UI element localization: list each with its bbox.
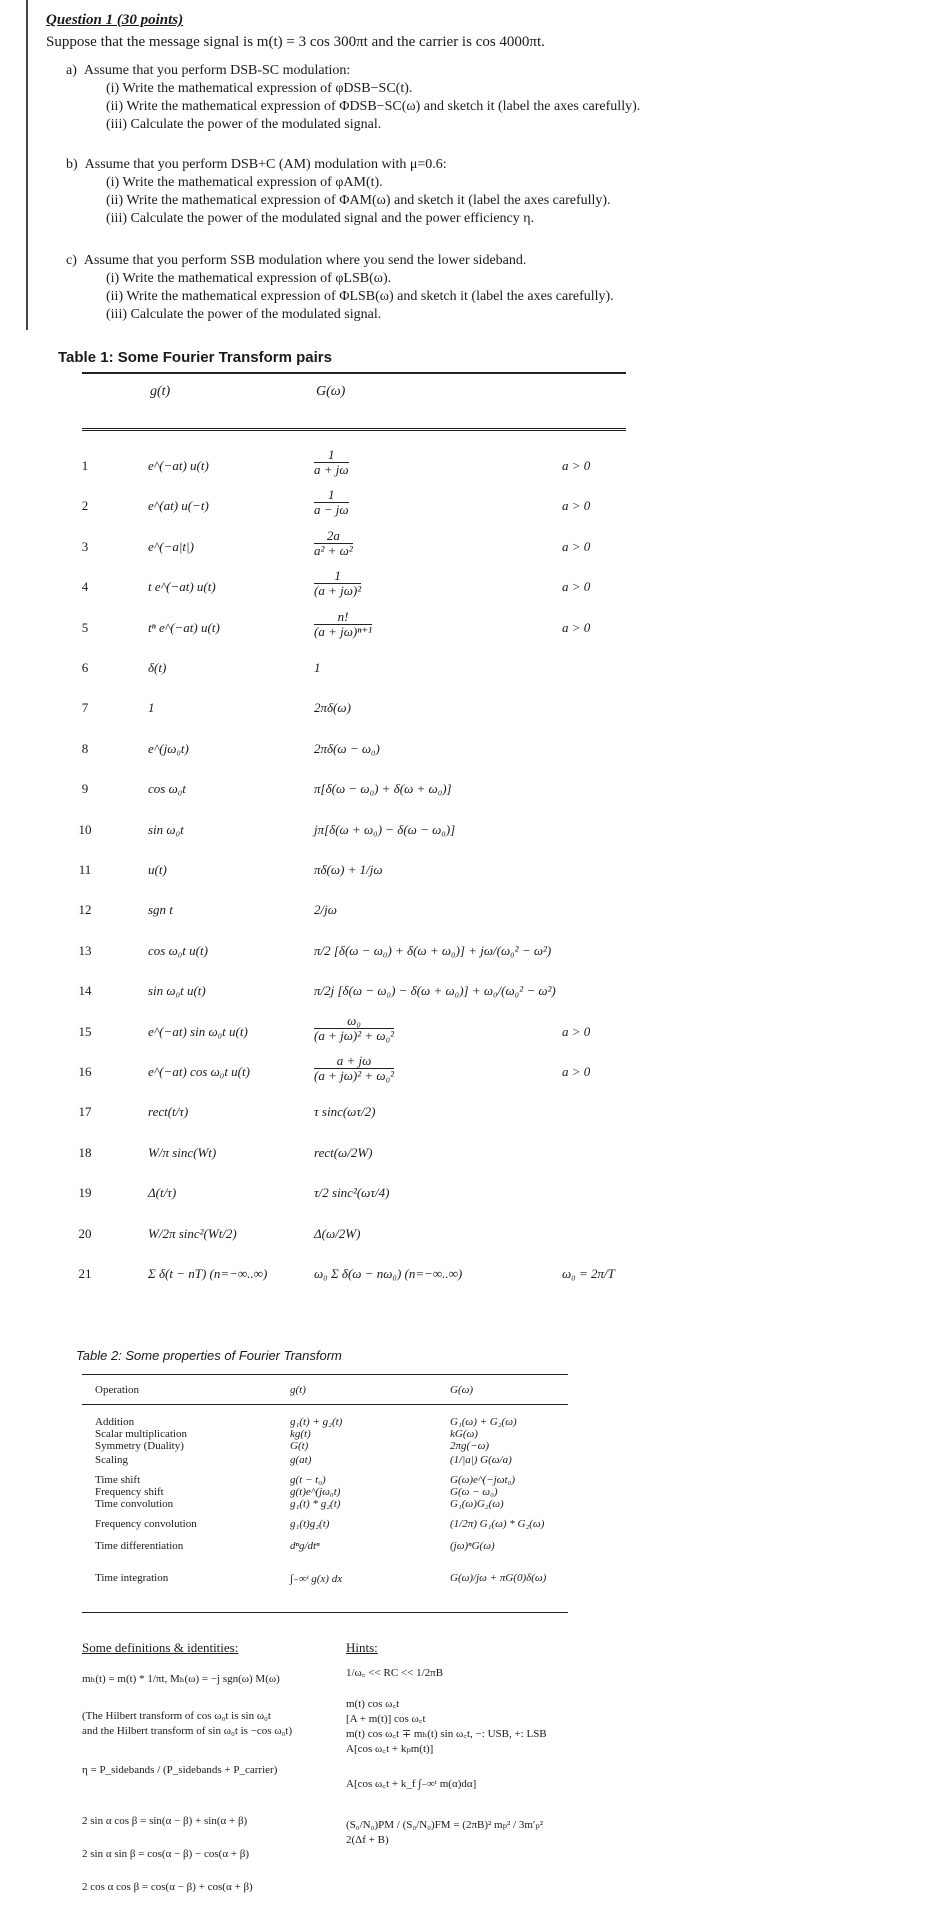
condition: a > 0 xyxy=(562,619,591,635)
table1-row xyxy=(0,1094,934,1134)
fraction xyxy=(314,448,349,477)
operation-name: Scalar multiplication xyxy=(95,1428,187,1440)
fraction-denominator: (a + jω)ⁿ⁺¹ xyxy=(314,623,373,639)
table2-header-rule xyxy=(82,1404,568,1405)
frequency-expression: (jω)ⁿG(ω) xyxy=(450,1540,495,1552)
question-title: Question 1 (30 points) xyxy=(46,12,184,28)
time-expression: g₁(t) * g₂(t) xyxy=(290,1498,341,1510)
table2-header-op: Operation xyxy=(95,1384,139,1396)
table2-header-g: g(t) xyxy=(290,1384,306,1396)
frequency-expression: G(ω)e^(−jωt₀) xyxy=(450,1474,516,1486)
hints-list xyxy=(346,1666,547,1848)
part-text: Assume that you perform SSB modulation where you send the lower sideband. xyxy=(83,253,527,268)
question-intro: Suppose that the message signal is m(t) = 3 cos 300πt and the carrier is cos 4000πt. xyxy=(46,34,545,50)
time-expression: g(t)e^(jω₀t) xyxy=(290,1486,341,1498)
row-number: 19 xyxy=(78,1185,92,1201)
time-function: W/2π sinc²(Wt/2) xyxy=(148,1225,237,1241)
operation-name: Time convolution xyxy=(95,1498,174,1510)
hint-line: [A + m(t)] cos ω꜀t xyxy=(346,1713,426,1725)
time-function: Δ(t/τ) xyxy=(148,1185,177,1201)
row-number: 20 xyxy=(78,1225,92,1241)
table2-top-rule xyxy=(82,1374,568,1375)
frequency-expression: 2πg(−ω) xyxy=(450,1440,490,1452)
part-item: (iii) Calculate the power of the modulated signal. xyxy=(106,307,382,322)
table1-header-rule-2 xyxy=(82,430,626,431)
table1-row xyxy=(0,933,934,973)
fourier-transform: π/2j [δ(ω − ω₀) − δ(ω + ω₀)] + ω₀/(ω₀² − ω²) xyxy=(314,983,556,999)
time-function: W/π sinc(Wt) xyxy=(148,1144,217,1160)
frequency-expression: (1/2π) G₁(ω) * G₂(ω) xyxy=(450,1518,545,1530)
frequency-expression: (1/|a|) G(ω/a) xyxy=(450,1454,512,1466)
part-a xyxy=(66,62,640,134)
table1-row xyxy=(0,973,934,1013)
operation-name: Addition xyxy=(95,1416,135,1428)
time-function: sgn t xyxy=(148,902,173,918)
time-expression: g₁(t) + g₂(t) xyxy=(290,1416,343,1428)
fraction-numerator: 1 xyxy=(314,448,349,463)
part-label: a) xyxy=(66,63,77,78)
row-number: 4 xyxy=(81,579,89,595)
fourier-transform xyxy=(314,488,349,517)
operation-name: Time differentiation xyxy=(95,1540,184,1552)
table1-row xyxy=(0,1175,934,1215)
fourier-transform: τ/2 sinc²(ωτ/4) xyxy=(314,1185,390,1201)
fourier-transform xyxy=(314,1054,394,1083)
row-number: 9 xyxy=(81,781,89,797)
fraction-numerator: a + jω xyxy=(314,1054,394,1069)
fourier-transform: 2/jω xyxy=(314,902,337,918)
fraction-denominator: (a + jω)² + ω₀² xyxy=(314,1027,394,1043)
part-item: (ii) Write the mathematical expression of ΦAM(ω) and sketch it (label the axes carefully). xyxy=(106,193,611,208)
fraction-numerator: 1 xyxy=(314,488,349,503)
table1-row xyxy=(0,892,934,932)
part-text: Assume that you perform DSB-SC modulation: xyxy=(83,63,351,78)
margin-bar xyxy=(26,0,28,330)
table1-row xyxy=(0,731,934,771)
row-number: 17 xyxy=(78,1104,92,1120)
frequency-expression: G₁(ω)G₂(ω) xyxy=(450,1498,504,1510)
fraction xyxy=(314,610,372,639)
fourier-transform xyxy=(314,1014,394,1043)
time-expression: dⁿg/dtⁿ xyxy=(290,1540,320,1552)
fraction xyxy=(314,1054,394,1083)
table1-row xyxy=(0,569,934,609)
definition-line: 2 sin α cos β = sin(α − β) + sin(α + β) xyxy=(82,1815,248,1827)
fourier-transform: ω₀ Σ δ(ω − nω₀) (n=−∞..∞) xyxy=(314,1266,463,1281)
operation-name: Scaling xyxy=(95,1454,128,1466)
row-number: 13 xyxy=(78,942,92,958)
table1-row xyxy=(0,771,934,811)
time-expression: ∫₋∞ᵗ g(x) dx xyxy=(290,1573,343,1585)
row-number: 18 xyxy=(78,1144,92,1160)
table2-bottom-rule xyxy=(82,1612,568,1613)
row-number: 12 xyxy=(78,902,92,918)
row-number: 11 xyxy=(78,862,92,877)
operation-name: Frequency shift xyxy=(95,1486,164,1498)
condition: a > 0 xyxy=(562,1064,591,1079)
operation-name: Time shift xyxy=(95,1474,141,1486)
hint-line: 2(Δf + B) xyxy=(346,1834,389,1846)
hint-line: 1/ω꜀ << RC << 1/2πB xyxy=(346,1667,444,1679)
fourier-transform: πδ(ω) + 1/jω xyxy=(314,862,383,877)
condition: ω₀ = 2π/T xyxy=(562,1266,615,1281)
operation-name: Symmetry (Duality) xyxy=(95,1440,184,1452)
fourier-transform xyxy=(314,448,349,477)
part-item: (iii) Calculate the power of the modulated signal. xyxy=(106,117,382,132)
table1-row xyxy=(0,448,934,488)
fraction xyxy=(314,529,353,558)
part-item: (ii) Write the mathematical expression of ΦLSB(ω) and sketch it (label the axes carefully). xyxy=(106,289,614,304)
part-item: (iii) Calculate the power of the modulated signal and the power efficiency η. xyxy=(106,211,535,226)
time-expression: G(t) xyxy=(290,1440,309,1452)
time-expression: g(t − t₀) xyxy=(290,1474,326,1486)
fourier-transform xyxy=(314,529,353,558)
part-b xyxy=(66,156,611,228)
table1-row xyxy=(0,1216,934,1256)
table1-row xyxy=(0,812,934,852)
condition: a > 0 xyxy=(562,1023,591,1039)
definition-line: 2 sin α sin β = cos(α − β) − cos(α + β) xyxy=(82,1848,250,1860)
row-number: 6 xyxy=(81,660,89,675)
table1-row xyxy=(0,1054,934,1094)
definition-line: η = P_sidebands / (P_sidebands + P_carrier) xyxy=(82,1764,278,1776)
fraction-denominator: (a + jω)² xyxy=(314,583,362,599)
hint-line: A[cos ω꜀t + k_f ∫₋∞ᵗ m(α)dα] xyxy=(346,1778,477,1790)
hint-line: (S₀/N₀)PM / (S₀/N₀)FM = (2πB)² mₚ² / 3m′ₚ² xyxy=(346,1819,544,1831)
table1-top-rule xyxy=(82,372,626,374)
table1-row xyxy=(0,690,934,730)
time-expression: kg(t) xyxy=(290,1428,311,1440)
frequency-expression: G(ω)/jω + πG(0)δ(ω) xyxy=(450,1572,547,1584)
definition-line: and the Hilbert transform of sin ω₀t is −cos ω₀t) xyxy=(82,1725,293,1737)
table1-header-rule xyxy=(82,428,626,429)
time-function: e^(−at) sin ω₀t u(t) xyxy=(148,1023,248,1039)
table1-header-G: G(ω) xyxy=(316,384,346,399)
definitions-title: Some definitions & identities: xyxy=(82,1640,239,1655)
time-function: u(t) xyxy=(148,862,167,877)
frequency-expression: kG(ω) xyxy=(450,1428,478,1440)
time-function: sin ω₀t u(t) xyxy=(148,983,206,999)
frequency-expression: G(ω − ω₀) xyxy=(450,1486,498,1498)
row-number: 1 xyxy=(81,458,89,473)
part-item: (ii) Write the mathematical expression of ΦDSB−SC(ω) and sketch it (label the axes carefully). xyxy=(106,99,641,114)
fourier-transform: jπ[δ(ω + ω₀) − δ(ω − ω₀)] xyxy=(314,821,456,837)
definition-line: mₕ(t) = m(t) * 1/πt, Mₕ(ω) = −j sgn(ω) M(ω) xyxy=(82,1673,280,1685)
fourier-transform: rect(ω/2W) xyxy=(314,1144,373,1160)
fraction-numerator: ω₀ xyxy=(314,1014,394,1029)
fraction xyxy=(314,1014,394,1043)
fraction-denominator: a + jω xyxy=(314,462,349,477)
fourier-transform: 2πδ(ω − ω₀) xyxy=(314,740,380,756)
time-function: rect(t/τ) xyxy=(148,1104,189,1120)
hint-line: A[cos ω꜀t + kₚm(t)] xyxy=(346,1743,434,1755)
frequency-expression: G₁(ω) + G₂(ω) xyxy=(450,1416,517,1428)
operation-name: Frequency convolution xyxy=(95,1518,197,1530)
fourier-transform: π[δ(ω − ω₀) + δ(ω + ω₀)] xyxy=(314,781,452,797)
table2-caption: Table 2: Some properties of Fourier Transform xyxy=(76,1348,342,1363)
time-function: δ(t) xyxy=(148,660,167,675)
time-function: e^(jω₀t) xyxy=(148,740,189,756)
time-expression: g(at) xyxy=(290,1454,312,1466)
time-function: e^(at) u(−t) xyxy=(148,498,209,514)
row-number: 8 xyxy=(81,740,89,756)
fourier-transform: 2πδ(ω) xyxy=(314,700,351,716)
fraction-numerator: 1 xyxy=(314,569,361,584)
row-number: 16 xyxy=(78,1064,92,1079)
condition: a > 0 xyxy=(562,458,591,473)
operation-name: Time integration xyxy=(95,1572,169,1584)
time-function: cos ω₀t xyxy=(148,781,186,797)
part-item: (i) Write the mathematical expression of φAM(t). xyxy=(106,175,383,190)
table1-row xyxy=(0,610,934,650)
row-number: 10 xyxy=(78,821,92,837)
fourier-transform xyxy=(314,610,372,639)
table1-caption: Table 1: Some Fourier Transform pairs xyxy=(58,349,332,366)
table1-row xyxy=(0,1256,934,1296)
fraction-numerator: n! xyxy=(314,610,372,625)
part-label: b) xyxy=(66,157,78,172)
row-number: 2 xyxy=(81,498,89,514)
condition: a > 0 xyxy=(562,538,591,554)
time-function: e^(−at) u(t) xyxy=(148,458,209,473)
table1-row xyxy=(0,852,934,892)
table1-row xyxy=(0,488,934,528)
fraction-denominator: a − jω xyxy=(314,502,349,518)
time-function: e^(−at) cos ω₀t u(t) xyxy=(148,1064,250,1079)
table1-row xyxy=(0,1135,934,1175)
fraction-denominator: (a + jω)² + ω₀² xyxy=(314,1068,394,1083)
hint-line: m(t) cos ω꜀t xyxy=(346,1698,400,1710)
fourier-transform xyxy=(314,569,361,598)
definition-line: 2 cos α cos β = cos(α − β) + cos(α + β) xyxy=(82,1881,253,1893)
row-number: 14 xyxy=(78,983,92,999)
part-text: Assume that you perform DSB+C (AM) modulation with μ=0.6: xyxy=(84,157,447,172)
time-function: e^(−a|t|) xyxy=(148,538,194,554)
time-function: sin ω₀t xyxy=(148,821,184,837)
row-number: 7 xyxy=(81,700,89,716)
fourier-transform: π/2 [δ(ω − ω₀) + δ(ω + ω₀)] + jω/(ω₀² − ω²) xyxy=(314,942,552,958)
definitions-list xyxy=(82,1672,292,1895)
time-function: cos ω₀t u(t) xyxy=(148,942,208,958)
row-number: 15 xyxy=(78,1023,92,1039)
hints-title: Hints: xyxy=(346,1640,378,1655)
condition: a > 0 xyxy=(562,579,591,595)
part-item: (i) Write the mathematical expression of φLSB(ω). xyxy=(106,271,392,286)
fourier-transform: τ sinc(ωτ/2) xyxy=(314,1104,376,1120)
table1-row xyxy=(0,529,934,569)
definition-line: (The Hilbert transform of cos ω₀t is sin ω₀t xyxy=(82,1710,271,1722)
row-number: 5 xyxy=(81,619,89,635)
condition: a > 0 xyxy=(562,498,591,514)
fraction xyxy=(314,488,349,517)
row-number: 3 xyxy=(81,538,89,554)
time-function: tⁿ e^(−at) u(t) xyxy=(148,619,220,635)
time-function: Σ δ(t − nT) (n=−∞..∞) xyxy=(148,1266,268,1281)
table1-row xyxy=(0,1014,934,1054)
fraction-denominator: a² + ω² xyxy=(314,542,353,558)
time-expression: g₁(t)g₂(t) xyxy=(290,1518,330,1530)
time-function: 1 xyxy=(148,700,155,716)
part-c xyxy=(66,252,614,324)
time-function: t e^(−at) u(t) xyxy=(148,579,216,595)
fourier-transform: Δ(ω/2W) xyxy=(314,1225,361,1241)
part-item: (i) Write the mathematical expression of φDSB−SC(t). xyxy=(106,81,413,96)
table1-header-g: g(t) xyxy=(150,384,171,399)
table2-header-G: G(ω) xyxy=(450,1384,474,1396)
fraction-numerator: 2a xyxy=(314,529,353,544)
row-number: 21 xyxy=(78,1266,92,1281)
fraction xyxy=(314,569,361,598)
fourier-transform: 1 xyxy=(314,660,321,675)
part-label: c) xyxy=(66,253,77,268)
table1-row xyxy=(0,650,934,690)
hint-line: m(t) cos ω꜀t ∓ mₕ(t) sin ω꜀t, −: USB, +: LSB xyxy=(346,1728,547,1740)
